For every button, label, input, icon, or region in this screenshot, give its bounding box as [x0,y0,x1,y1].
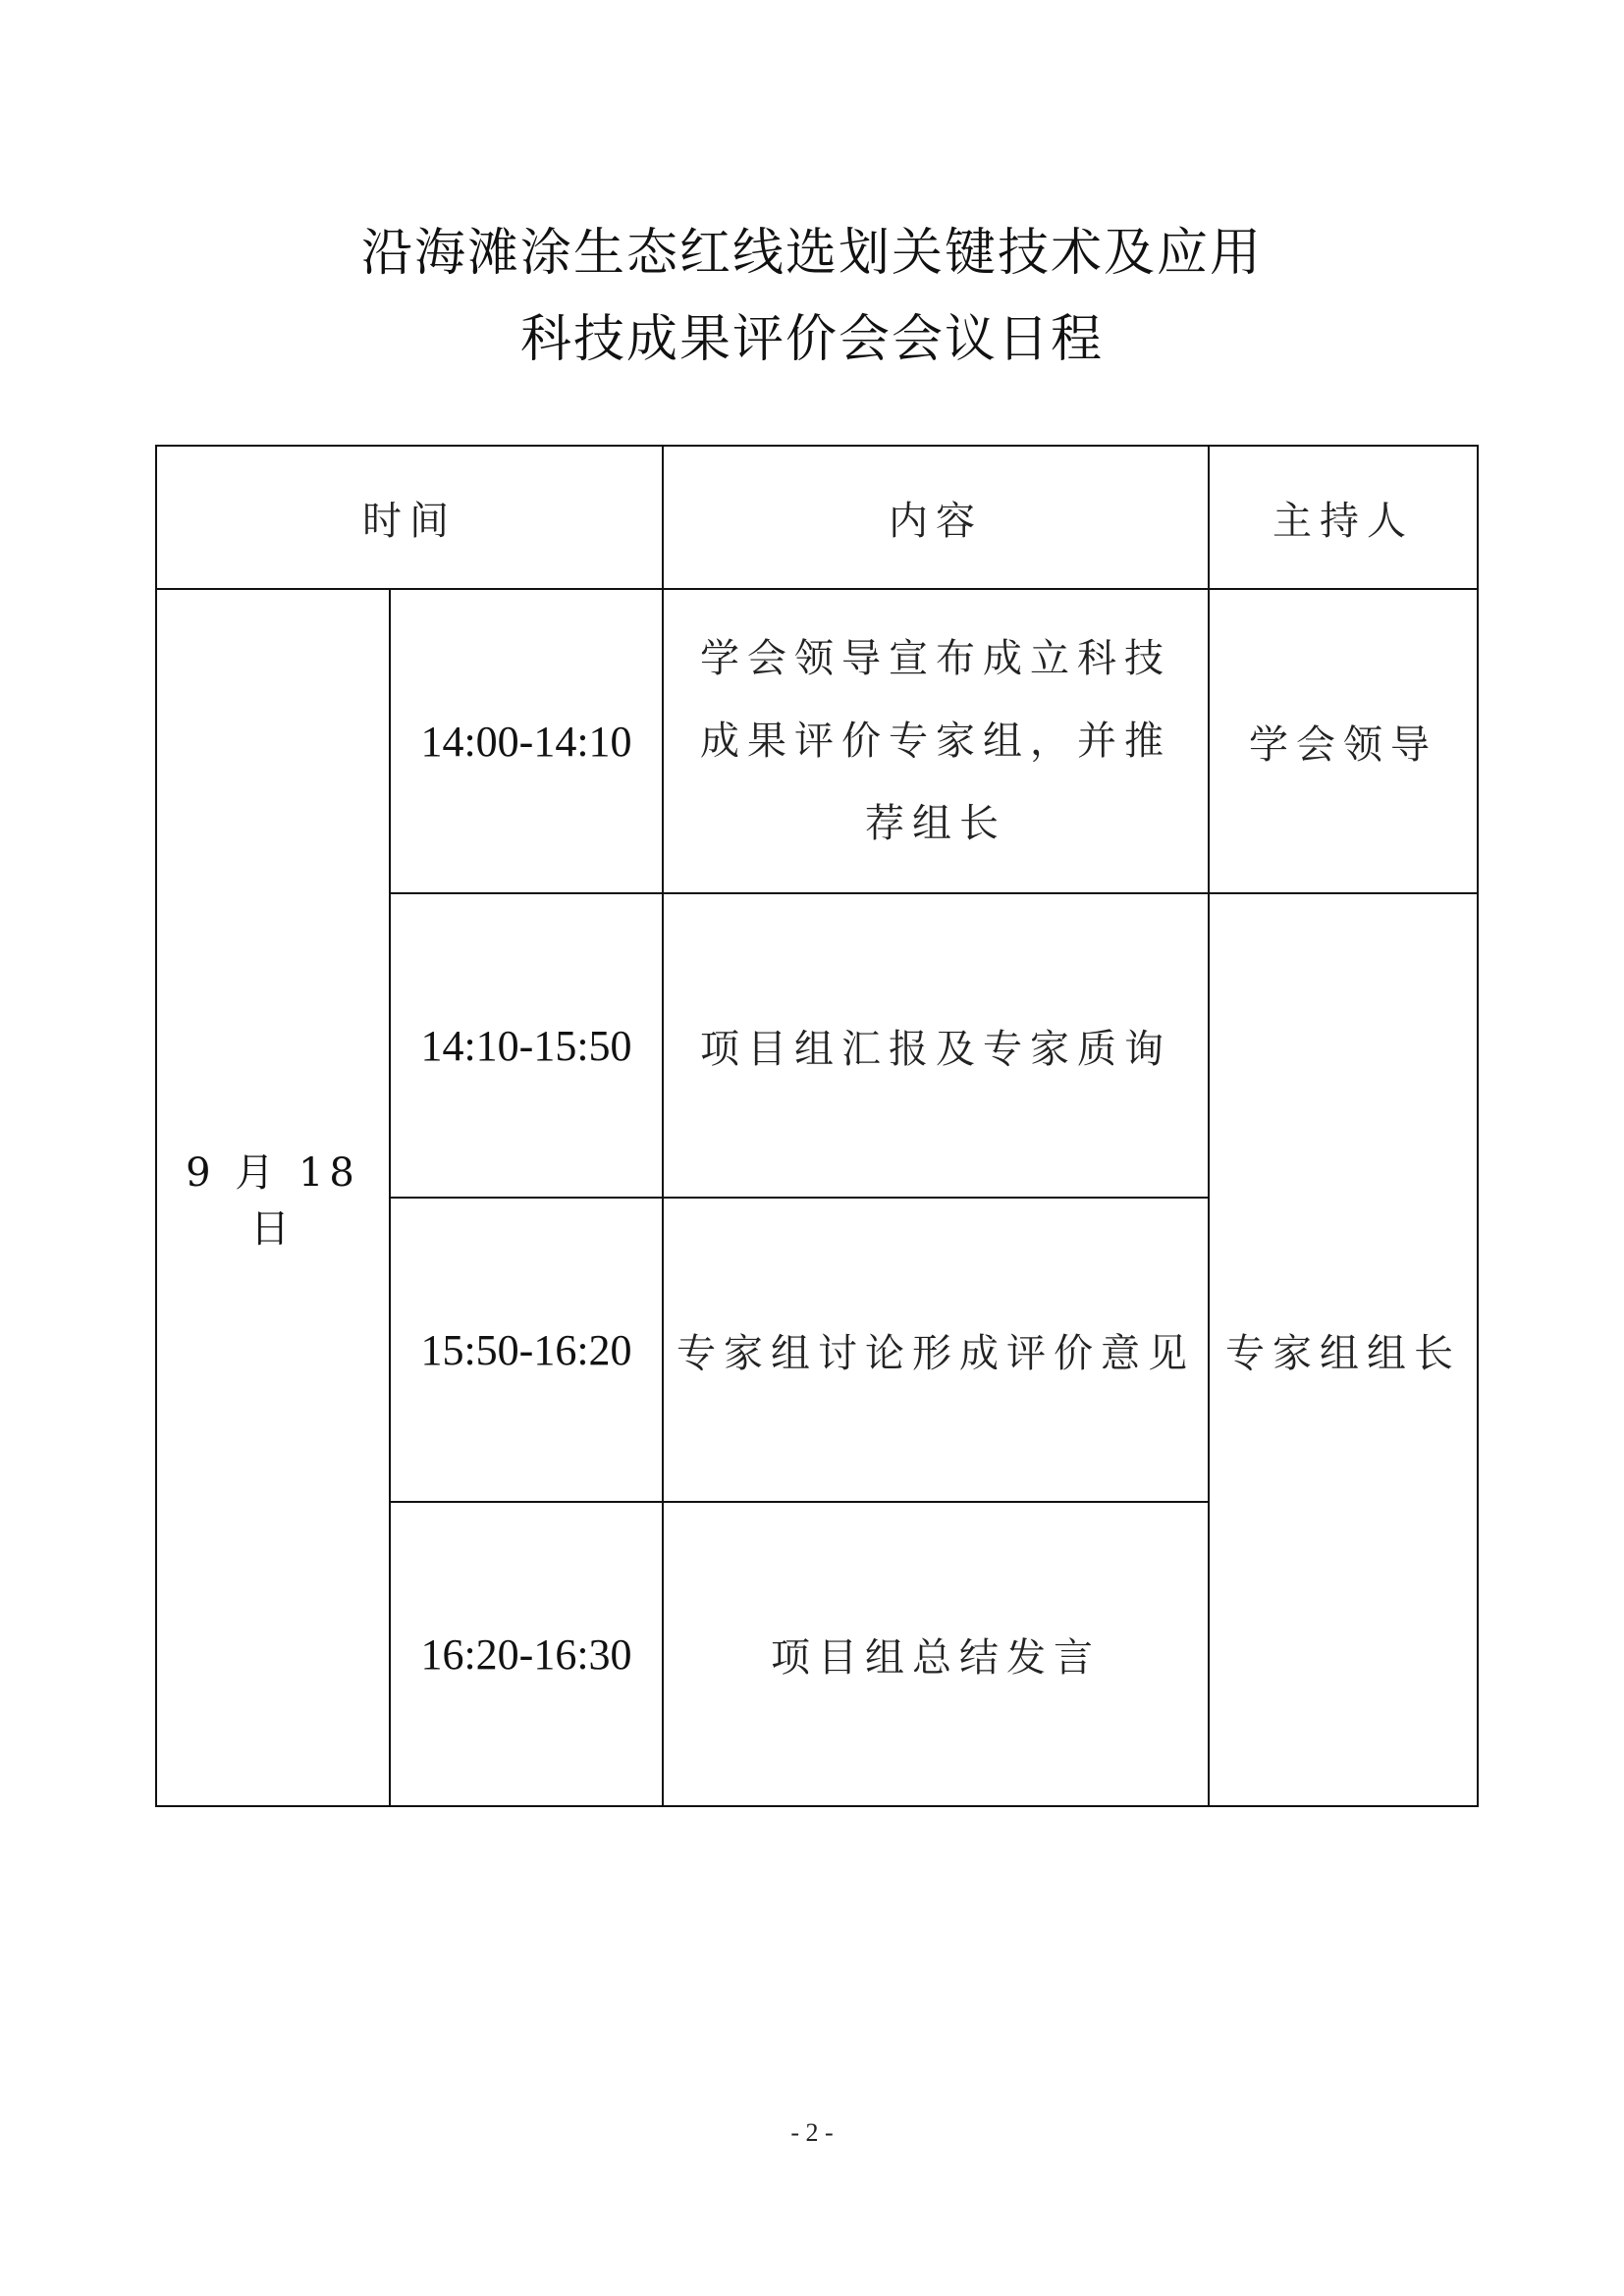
host-cell-merged: 专家组组长 [1209,893,1478,1806]
document-title-line-1: 沿海滩涂生态红线选划关键技术及应用 [360,224,1263,283]
header-content: 内容 [663,446,1209,589]
header-host: 主持人 [1209,446,1478,589]
date-cell: 9 月 18 日 [156,589,390,1806]
content-cell: 项目组汇报及专家质询 [663,893,1209,1198]
table-row [156,589,1478,893]
schedule-table [155,445,1479,1807]
content-cell [663,589,1209,893]
time-cell: 14:00-14:10 [390,589,663,893]
time-cell: 15:50-16:20 [390,1198,663,1502]
content-cell: 专家组讨论形成评价意见 [663,1198,1209,1502]
table-header-row [156,446,1478,589]
time-cell: 14:10-15:50 [390,893,663,1198]
host-cell: 学会领导 [1209,589,1478,893]
time-cell: 16:20-16:30 [390,1502,663,1806]
content-cell: 项目组总结发言 [663,1502,1209,1806]
header-time: 时间 [156,446,663,589]
document-title-line-2: 科技成果评价会会议日程 [519,310,1104,369]
page-number: - 2 - [790,2118,834,2147]
content-text: 学会领导宣布成立科技成果评价专家组，并推荐组长 [700,636,1171,846]
